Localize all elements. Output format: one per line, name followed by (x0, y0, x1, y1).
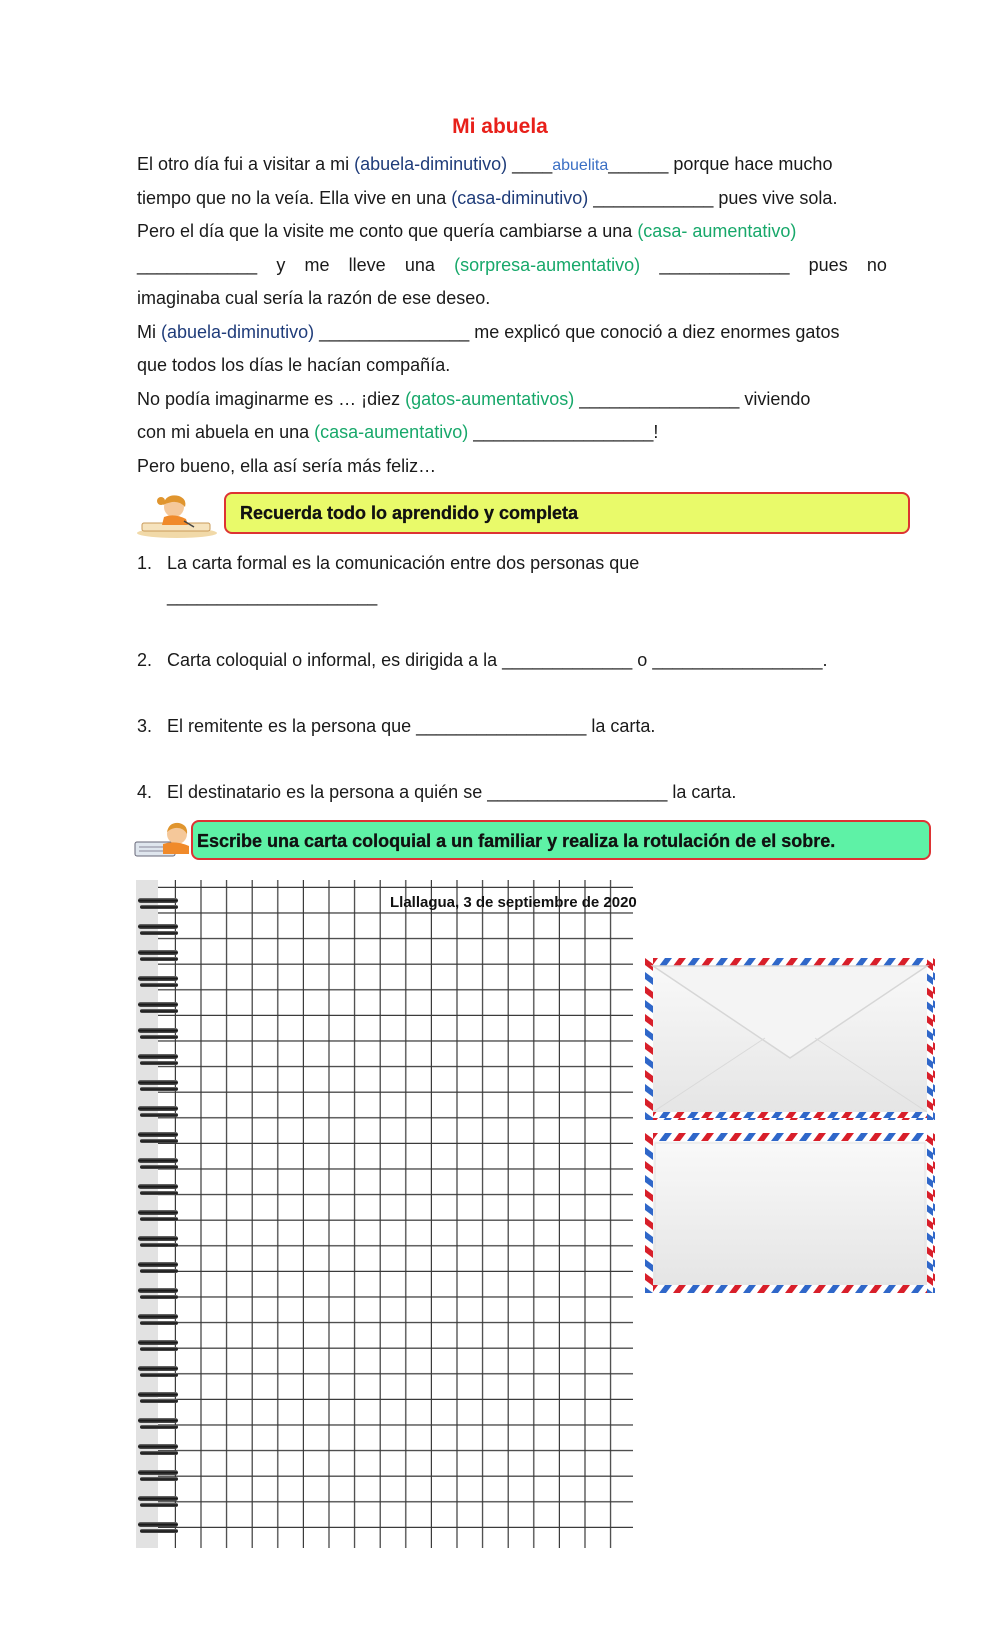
story-line-7: que todos los días le hacían compañía. (137, 355, 451, 375)
envelope-front[interactable] (645, 1133, 935, 1293)
hint: (sorpresa-aumentativo) (454, 254, 641, 275)
blank[interactable]: ________________ viviendo (574, 388, 811, 409)
story-line-9: con mi abuela en una (casa-aumentativo) __________________! (137, 422, 659, 442)
blank[interactable]: _______________ me explicó que conoció a diez enormes gatos (314, 321, 840, 342)
story-line-10: Pero bueno, ella así sería más feliz… (137, 455, 437, 476)
filled-answer[interactable]: abuelita (552, 157, 609, 174)
hint: (abuela-diminutivo) (354, 154, 508, 174)
instruction-banner-letter: Escribe una carta coloquial a un familiar y realiza la rotulación de el sobre. (191, 820, 931, 860)
question-4: 4. El destinatario es la persona a quién se __________________ la carta. (137, 782, 737, 802)
story-line-1: El otro día fui a visitar a mi (abuela-diminutivo) ____abuelita______ porque hace mucho (137, 154, 833, 174)
story-paragraph (137, 148, 897, 483)
child-writing-icon (133, 820, 193, 860)
story-line-3: Pero el día que la visite me conto que quería cambiarse a una (casa- aumentativo) (137, 221, 797, 241)
blank[interactable]: ____________ pues vive sola. (588, 187, 838, 208)
hint: (casa-aumentativo) (314, 422, 469, 442)
hint: (gatos-aumentativos) (405, 388, 575, 409)
envelope-back (645, 958, 935, 1120)
question-1: 1. La carta formal es la comunicación entre dos personas que (137, 553, 640, 573)
story-line-2: tiempo que no la veía. Ella vive en una (casa-diminutivo) ____________ pues vive sola. (137, 187, 838, 208)
hint: (casa-diminutivo) (451, 187, 589, 208)
story-line-6: Mi (abuela-diminutivo) _______________ me explicó que conoció a diez enormes gatos (137, 321, 840, 342)
hint: (abuela-diminutivo) (161, 321, 315, 342)
child-writing-icon (134, 493, 220, 539)
blank[interactable]: _____________ (659, 254, 790, 275)
question-2: 2. Carta coloquial o informal, es dirigida a la _____________ o _________________. (137, 650, 828, 670)
page-title: Mi abuela (452, 115, 548, 138)
instruction-banner-complete: Recuerda todo lo aprendido y completa (224, 492, 910, 534)
blank[interactable]: __________________! (468, 422, 659, 442)
blank[interactable]: _____________________ (167, 586, 378, 606)
spiral-notebook[interactable] (136, 880, 633, 1548)
hint: (casa- aumentativo) (637, 221, 797, 241)
story-line-4: ____________ y me lleve una (sorpresa-aumentativo) _____________ pues no (137, 249, 887, 283)
story-line-5: imaginaba cual sería la razón de ese deseo. (137, 288, 491, 308)
blank[interactable]: ____ (507, 154, 553, 174)
story-line-8: No podía imaginarme es … ¡diez (gatos-aumentativos) ________________ viviendo (137, 388, 811, 409)
blank[interactable]: ____________ (137, 254, 258, 275)
letter-date[interactable]: Llallagua, 3 de septiembre de 2020 (390, 894, 637, 911)
blank[interactable]: ______ (608, 154, 669, 174)
question-3: 3. El remitente es la persona que _________________ la carta. (137, 716, 656, 736)
